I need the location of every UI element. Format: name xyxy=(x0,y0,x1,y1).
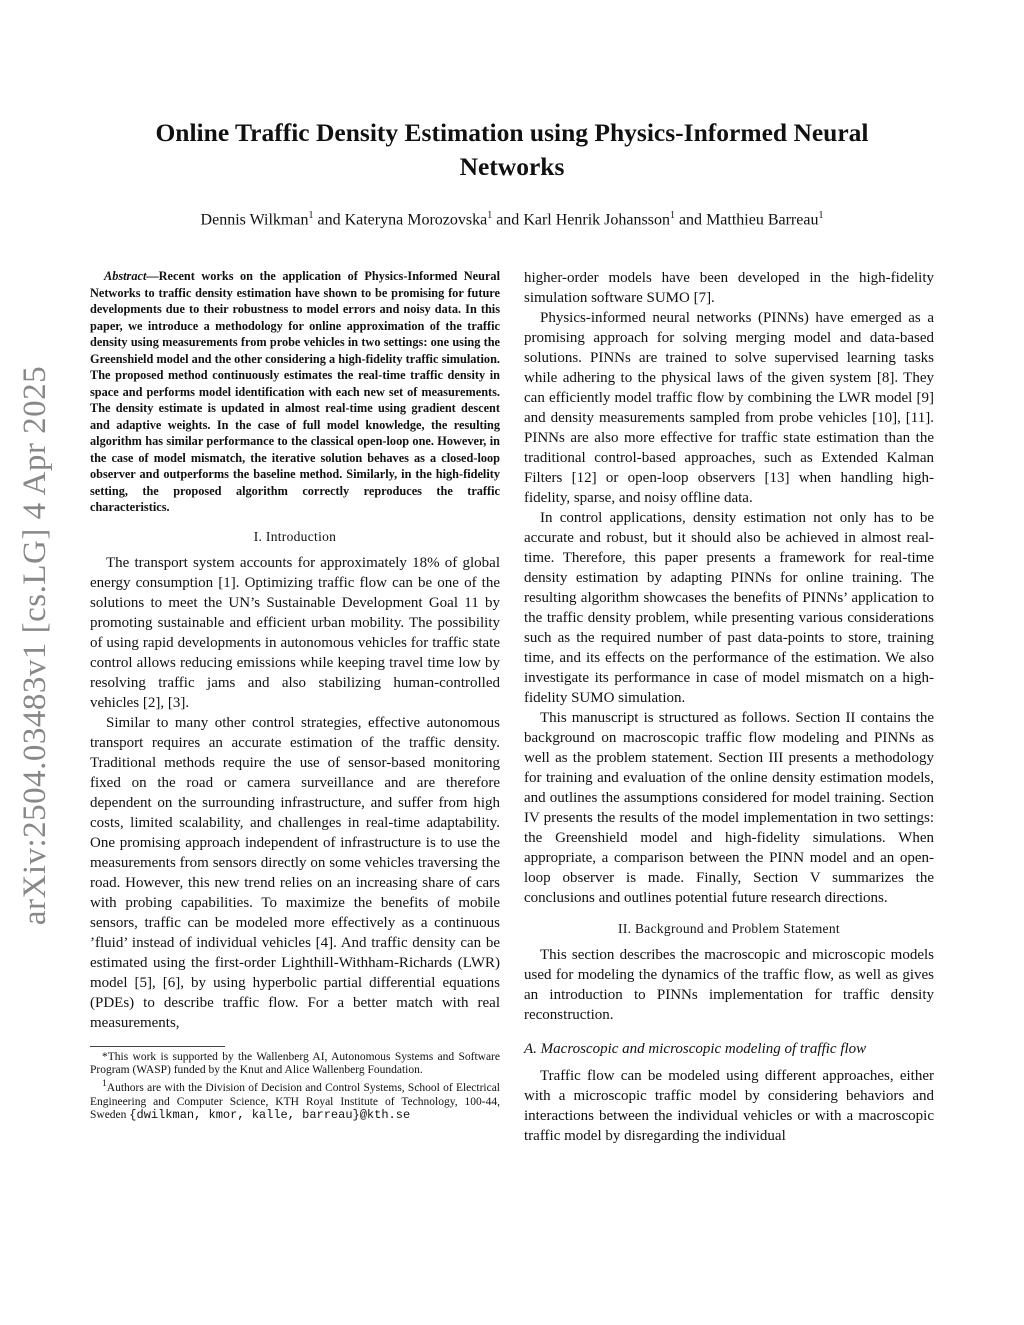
body-paragraph: This section describes the macroscopic and microscopic models used for modeling the dynamics of the traffic flow, as well as gives an introduction to PINNs implementation for traffic density reconstruction. xyxy=(524,947,934,1023)
body-paragraph: Physics-informed neural networks (PINNs) have emerged as a promising approach for solving merging model and data-based solutions. PINNs are trained to solve supervised learning tasks while adhering to the physical laws of the given system [8]. They can efficiently model traffic flow by combining the LWR model [9] and density measurements sampled from probe vehicles [10], [11]. PINNs are also more effective for traffic state estimation than the traditional control-based approaches, such as Extended Kalman Filters [12] or open-loop observers [13] when handling high-fidelity, sparse, and noisy offline data. xyxy=(524,310,934,506)
body-paragraph: Traffic flow can be modeled using different approaches, either with a microscopic traffic model by considering behaviors and interactions between the individual vehicles or with a macroscopic traffic model by disregarding the individual xyxy=(524,1068,934,1144)
body-paragraph-continued: higher-order models have been developed in the high-fidelity simulation software SUMO [7]. xyxy=(524,270,934,306)
abstract xyxy=(90,268,500,516)
body-paragraph: In control applications, density estimation not only has to be accurate and robust, but it should also be achieved in almost real-time. Therefore, this paper presents a framework for real-time density estimation by adapting PINNs for online training. The resulting algorithm showcases the benefits of PINNs’ application to the traffic density problem, while presenting various considerations such as the required number of past data-points to store, training time, and its effects on the performance of the estimation. We also investigate its performance in case of model mismatch on a high-fidelity SUMO simulation. xyxy=(524,510,934,706)
footnote-funding: *This work is supported by the Wallenberg AI, Autonomous Systems and Software Program (WASP) funded by the Knut and Alice Wallenberg Foundation. xyxy=(90,1050,500,1076)
footnote-mark: 1 xyxy=(102,1078,107,1090)
abstract-dash: — xyxy=(146,269,159,283)
subsection-heading: A. Macroscopic and microscopic modeling of traffic flow xyxy=(524,1041,867,1057)
author-name: Matthieu Barreau xyxy=(706,211,819,229)
footnote-affiliation xyxy=(90,1077,500,1122)
author-mark: 1 xyxy=(487,210,493,221)
abstract-lead: Abstract xyxy=(104,269,147,283)
author-separator: and xyxy=(317,211,341,229)
footnote-affiliation-text: Authors are with the Division of Decision and Control Systems, School of Electrical Engineering and Computer Science, KTH Royal Institute of Technology, 100-44, Sweden xyxy=(90,1082,500,1121)
section-heading-background: II. Background and Problem Statement xyxy=(618,921,840,936)
footnote-emails: {dwilkman, kmor, kalle, barreau}@kth.se xyxy=(129,1107,411,1122)
author-name: Kateryna Morozovska xyxy=(344,211,488,229)
paper-title: Online Traffic Density Estimation using Physics-Informed Neural Networks xyxy=(155,118,869,181)
author-name: Dennis Wilkman xyxy=(200,211,309,229)
author-mark: 1 xyxy=(308,210,314,221)
body-paragraph: The transport system accounts for approximately 18% of global energy consumption [1]. Optimizing traffic flow can be one of the solutions to meet the UN’s Sustainable Development Goal 11 by promoting sustainable and efficient urban mobility. The possibility of using rapid developments in autonomous vehicles for traffic state control allows reducing emissions while keeping travel time low by resolving traffic jams and also stabilizing human-controlled vehicles [2], [3]. xyxy=(90,554,500,711)
section-heading-introduction: I. Introduction xyxy=(253,528,337,544)
author-mark: 1 xyxy=(669,210,675,221)
body-paragraph: Similar to many other control strategies, effective autonomous transport requires an accurate estimation of the traffic density. Traditional methods require the use of sensor-based monitoring fixed on the road or camera surveillance and are therefore dependent on the surrounding infrastructure, and suffer from high costs, limited scalability, and challenges in real-time adaptability. One promising approach independent of infrastructure is to use the measurements from sensors directly on some vehicles traversing the road. However, this new trend relies on an increasing share of cars with probing capabilities. To maximize the benefits of mobile sensors, traffic can be modeled more effectively as a continuous ’fluid’ instead of individual vehicles [4]. And traffic density can be estimated using the first-order Lighthill-Withham-Richards (LWR) model [5], [6], by using hyperbolic partial differential equations (PDEs) to describe traffic flow. For a better match with real measurements, xyxy=(90,714,500,1031)
author-list xyxy=(100,210,924,229)
author-separator: and xyxy=(496,211,520,229)
right-column xyxy=(524,268,934,1146)
arxiv-identifier xyxy=(10,360,62,930)
left-column xyxy=(90,268,500,1122)
arxiv-identifier-text: arXiv:2504.03483v1 [cs.LG] 4 Apr 2025 xyxy=(17,365,54,925)
author-separator: and xyxy=(678,211,703,229)
author-mark: 1 xyxy=(818,210,824,221)
body-paragraph: This manuscript is structured as follows. Section II contains the background on macroscopic traffic flow modeling and PINNs as well as the problem statement. Section III presents a methodology for training and evaluation of the online density estimation models, and outlines the assumptions considered for model training. Section IV presents the results of the model implementation in two settings: the Greenshield model and high-fidelity simulations. When appropriate, a comparison between the PINN model and an open-loop observer is made. Finally, Section V summarizes the conclusions and outlines potential future research directions. xyxy=(524,710,934,906)
author-name: Karl Henrik Johansson xyxy=(523,211,670,229)
footnote-divider xyxy=(90,1046,225,1047)
abstract-text: Recent works on the application of Physics-Informed Neural Networks to traffic density estimation have shown to be promising for future developments due to their robustness to model errors and noisy data. In this paper, we introduce a methodology for online approximation of the traffic density using measurements from probe vehicles in two settings: one using the Greenshield model and the other considering a high-fidelity traffic simulation. The proposed method continuously estimates the real-time traffic density in space and performs model identification with each new set of measurements. The density estimate is updated in almost real-time using gradient descent and adaptive weights. In the case of full model knowledge, the resulting algorithm has similar performance to the classical open-loop one. However, in the case of model mismatch, the iterative solution behaves as a closed-loop observer and outperforms the baseline method. Similarly, in the high-fidelity setting, the proposed algorithm correctly reproduces the traffic characteristics. xyxy=(90,269,500,514)
